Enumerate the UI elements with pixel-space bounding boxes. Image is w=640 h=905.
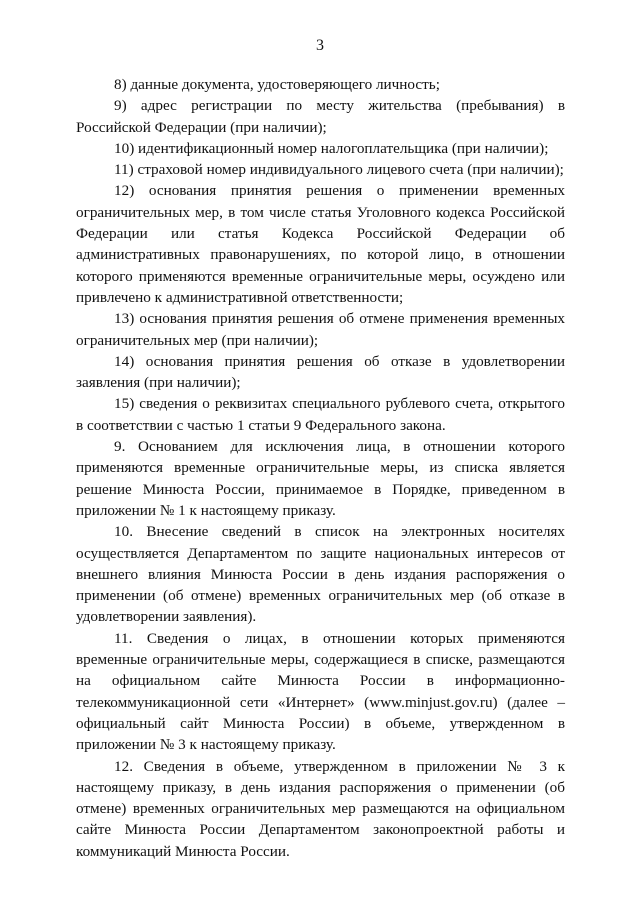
list-item-9: 9) адрес регистрации по месту жительства (пребывания) в Российской Федерации (при наличии); (76, 97, 565, 136)
list-item-12: 12) основания принятия решения о применении временных ограничительных мер, в том числе статья Уголовного кодекса Российской Федерации или статья Кодекса Российской Федерации об административных правонарушениях, по которой лицо, в отношении которого применяются временные ограничительные меры, осуждено или привлечено к административной ответственности; (76, 182, 565, 306)
page-number: 3 (316, 37, 324, 54)
clause-11: 11. Сведения о лицах, в отношении которых применяются временные ограничительные меры, содержащиеся в списке, размещаются на официальном сайте Минюста России в информационно-телекоммуникационной сети «Интернет» (www.minjust.gov.ru) (далее – официальный сайт Минюста России) в объеме, утвержденном в приложении № 3 к настоящему приказу. (76, 629, 565, 754)
list-item-15: 15) сведения о реквизитах специального рублевого счета, открытого в соответствии с частью 1 статьи 9 Федерального закона. (76, 395, 565, 434)
list-item-13: 13) основания принятия решения об отмене применения временных ограничительных мер (при наличии); (76, 310, 565, 349)
list-item-8: 8) данные документа, удостоверяющего личность; (114, 76, 440, 93)
document-body (76, 74, 565, 862)
clause-10: 10. Внесение сведений в список на электронных носителях осуществляется Департаментом по защите национальных интересов от внешнего влияния Минюста России в день издания распоряжения о применении (об отмене) временных ограничительных мер (об отказе в удовлетворении заявления). (76, 523, 565, 626)
clause-12: 12. Сведения в объеме, утвержденном в приложении № 3 к настоящему приказу, в день издания распоряжения о применении (об отмене) временных ограничительных мер размещаются на официальном сайте Минюста России Департаментом законопроектной работы и коммуникаций Минюста России. (76, 757, 565, 860)
list-item-11: 11) страховой номер индивидуального лицевого счета (при наличии); (114, 161, 564, 179)
list-item-14: 14) основания принятия решения об отказе в удовлетворении заявления (при наличии); (76, 352, 565, 392)
clause-9: 9. Основанием для исключения лица, в отношении которого применяются временные ограничительные меры, из списка является решение Минюста России, принимаемое в Порядке, приведенном в приложении № 1 к настоящему приказу. (76, 438, 565, 519)
list-item-10: 10) идентификационный номер налогоплательщика (при наличии); (114, 139, 549, 157)
